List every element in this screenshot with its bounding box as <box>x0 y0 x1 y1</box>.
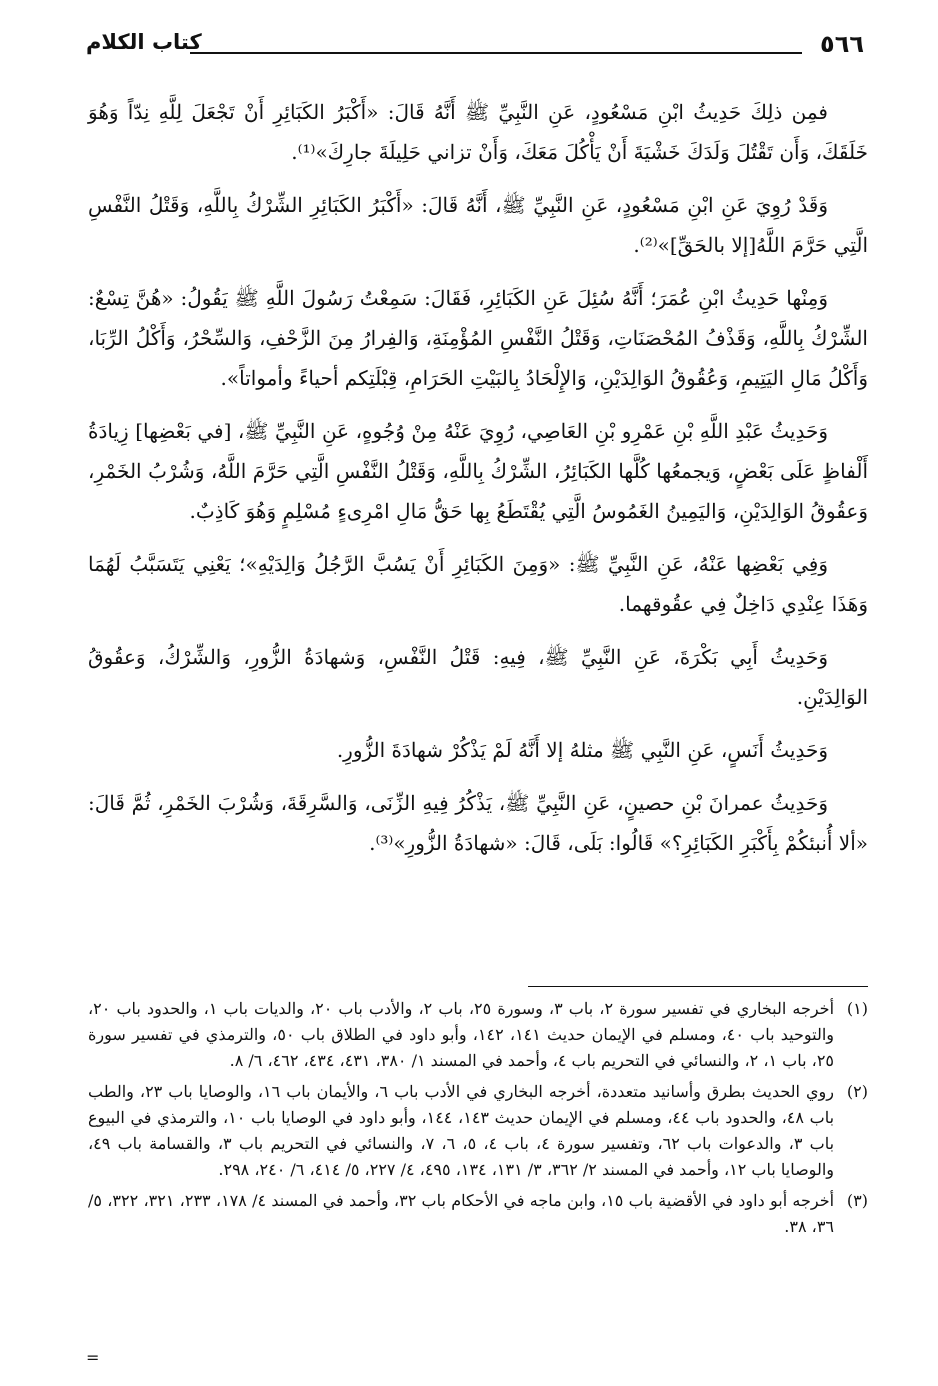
footnote <box>88 1079 868 1183</box>
footnote-text: أخرجه البخاري في تفسير سورة ٢، باب ٣، وسورة ٢٥، باب ٢، والأدب باب ٢٠، والديات باب ١، والحدود باب ٢٠، والتوحيد باب ٤٠، ومسلم في الإيمان حديث ١٤١، ١٤٢، وأبو داود في الطلاق باب ٥٠، والترمذي في تفسير سورة ٢٥، باب ١، ٢، والنسائي في التحريم باب ٤، وأحمد في المسند ١/ ٣٨٠، ٤٣١، ٤٣٤، ٤٦٢، ٦/ ٨. <box>88 999 835 1070</box>
footnote-separator <box>528 986 868 987</box>
paragraph: وَقَدْ رُوِيَ عَنِ ابْنِ مَسْعُودٍ، عَنِ النَّبِيِّ ﷺ، أَنَّهُ قَالَ: «أَكْبَرُ الكَبَائِرِ الشِّرْكُ بِاللَّهِ، وَقَتْلُ النَّفْسِ الَّتِي حَرَّمَ اللَّهُ[إلا بالحَقِّ]»⁽²⁾. <box>88 193 868 257</box>
book-title: كتاب الكلام <box>86 30 202 54</box>
footnote <box>88 1188 868 1240</box>
footnote-number: (٢) <box>846 1082 868 1101</box>
margin-mark: = <box>86 1348 100 1367</box>
page-number: ٥٦٦ <box>820 30 864 58</box>
paragraph: فمِن ذلِكَ حَدِيثُ ابْنِ مَسْعُودٍ، عَنِ النَّبِيِّ ﷺ أَنَّهُ قَالَ: «أَكْبَرُ الكَبَائِرِ أَنْ تَجْعَلَ لِلَّهِ نِدّاً وَهُوَ خَلَقَكَ، وَأَن تَقْتُلَ وَلَدَكَ خَشْيَةَ أَنْ يَأْكُلَ مَعَكَ، وَأَنْ تزاني حَلِيلَةَ جارِكَ»⁽¹⁾. <box>88 100 868 164</box>
footnote <box>88 996 868 1074</box>
footnotes <box>88 996 868 1245</box>
paragraph: وَحَدِيثُ أَنَسٍ، عَنِ النَّبِي ﷺ مثلهُ إلا أَنَّهُ لَمْ يَذْكُرْ شهادَةَ الزُّورِ. <box>336 738 828 762</box>
paragraph: وَحَدِيثُ عمرانَ بْنِ حصينٍ، عَنِ النَّبِيِّ ﷺ، يَذْكُرُ فِيهِ الزِّنَى، وَالسَّرِقَةَ، وَشُرْبَ الخَمْرِ، ثُمَّ قَالَ: «ألا أُنبئكُمْ بِأَكْبَرِ الكَبَائِرِ؟» قَالُوا: بَلَى، قَالَ: «شهادَةُ الزُّورِ»⁽³⁾. <box>88 791 868 855</box>
header-rule <box>190 52 802 54</box>
footnote-number: (١) <box>846 999 868 1018</box>
main-text <box>88 92 868 876</box>
footnote-text: روي الحديث بطرق وأسانيد متعددة، أخرجه البخاري في الأدب باب ٦، والأيمان باب ١٦، والوصايا باب ٢٣، والطب باب ٤٨، والحدود باب ٤٤، ومسلم في الإيمان حديث ١٤٣، ١٤٤، وأبو داود في الوصايا باب ١٠، والترمذي في البيوع باب ٣، والدعوات باب ٦٢، وتفسير سورة ٤، باب ٤، ٥، ٦، ٧، والنسائي في التحريم باب ٣، والقسامة باب ٤٩، والوصايا باب ١٢، وأحمد في المسند ٢/ ٣٦٢، ٣/ ١٣١، ١٣٤، ٤٩٥، ٤/ ٢٢٧، ٥/ ٤١٤، ٦/ ٢٤٠، ٢٩٨. <box>88 1082 835 1179</box>
paragraph: وَمِنْها حَدِيثُ ابْنِ عُمَرَ؛ أَنَّهُ سُئِلَ عَنِ الكَبَائِرِ، فَقَالَ: سَمِعْتُ رَسُولَ اللَّهِ ﷺ يَقُولُ: «هُنَّ تِسْعٌ: الشِّرْكُ بِاللَّهِ، وَقَذْفُ المُحْصَنَاتِ، وَقَتْلُ النَّفْسِ المُؤْمِنَةِ، وَالفِرارُ مِنَ الزَّحْفِ، وَالسِّحْرُ، وَأَكْلُ الرِّبَا، وَأَكْلُ مَالِ اليَتِيمِ، وَعُقُوقُ الوَالِدَيْنِ، وَالإِلْحَادُ بِالبَيْتِ الحَرَامِ، قِبْلَتِكم أحياءً وأمواتاً». <box>88 286 868 390</box>
paragraph: وَحَدِيثُ عَبْدِ اللَّهِ بْنِ عَمْرِو بْنِ العَاصِي، رُوِيَ عَنْهُ مِنْ وُجُوهٍ، عَنِ النَّبِيِّ ﷺ، [في بَعْضِها] زِيادَةُ أَلْفاظٍ عَلَى بَعْضٍ، وَيجمعُها كُلَّها الكَبَائِرُ، الشِّرْكُ بِاللَّهِ، وَقَتْلُ النَّفْسِ الَّتِي حَرَّمَ اللَّهُ، وَشُرْبُ الخَمْرِ، وَعقُوقُ الوَالِدَيْنِ، وَاليَمِينُ الغَمُوسُ الَّتِي يُقْتَطَعُ بِها حَقُّ مَالِ امْرِىءٍ مُسْلِمٍ وَهُوَ كَاذِبٌ. <box>88 419 868 523</box>
footnote-number: (٣) <box>846 1191 868 1210</box>
paragraph: وَفِي بَعْضِها عَنْهُ، عَنِ النَّبِيِّ ﷺ: «وَمِنَ الكَبَائِرِ أَنْ يَسُبَّ الرَّجُلُ وَالِدَيْهِ»؛ يَعْنِي يَتَسَبَّبُ لَهُمَا وَهَذَا عِنْدِي دَاخِلٌ فِي عقُوقهما. <box>88 552 868 616</box>
footnote-text: أخرجه أبو داود في الأقضية باب ١٥، وابن ماجه في الأحكام باب ٣٢، وأحمد في المسند ٤/ ١٧٨، ٢٣٣، ٣٢١، ٣٢٢، ٥/ ٣٦، ٣٨. <box>88 1191 835 1236</box>
paragraph: وَحَدِيثُ أَبِي بَكْرَةَ، عَنِ النَّبِيِّ ﷺ، فِيهِ: قَتْلُ النَّفْسِ، وَشهادَةُ الزُّورِ، وَالشِّرْكُ، وَعقُوقُ الوَالِدَيْنِ. <box>88 645 868 709</box>
running-header <box>86 30 864 62</box>
